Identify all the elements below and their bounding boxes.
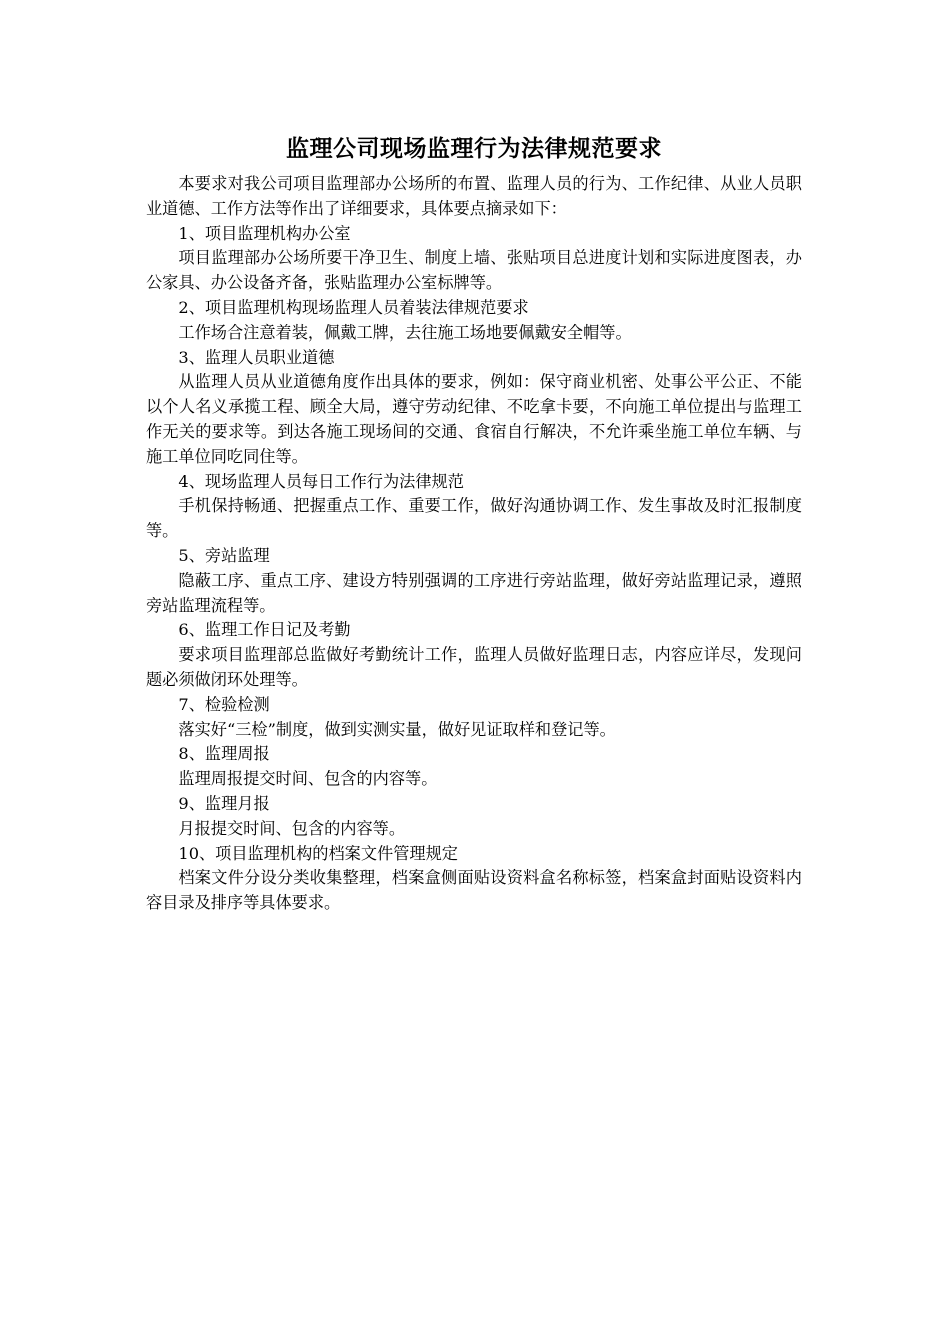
section-body-8: 监理周报提交时间、包含的内容等。 (178, 769, 438, 789)
section-body-10: 档案文件分设分类收集整理，档案盒侧面贴设资料盒名称标签，档案盒封面贴设资料内容目录及排序等具体要求。 (146, 868, 802, 913)
section-body-9: 月报提交时间、包含的内容等。 (178, 818, 406, 838)
section-heading-1: 1、项目监理机构办公室 (178, 223, 351, 243)
section-body-1: 项目监理部办公场所要干净卫生、制度上墙、张贴项目总进度计划和实际进度图表，办公家具、办公设备齐备，张贴监理办公室标牌等。 (146, 248, 802, 293)
section-heading-6: 6、监理工作日记及考勤 (178, 620, 351, 640)
section-heading-5: 5、旁站监理 (178, 545, 270, 565)
section-body-2: 工作场合注意着装，佩戴工牌，去往施工场地要佩戴安全帽等。 (178, 322, 632, 342)
section-body-5: 隐蔽工序、重点工序、建设方特别强调的工序进行旁站监理，做好旁站监理记录，遵照旁站监理流程等。 (146, 570, 802, 615)
section-body-7: 落实好“三检”制度，做到实测实量，做好见证取样和登记等。 (178, 719, 616, 739)
document-title: 监理公司现场监理行为法律规范要求 (286, 135, 662, 162)
section-heading-4: 4、现场监理人员每日工作行为法律规范 (178, 471, 464, 491)
section-body-3: 从监理人员从业道德角度作出具体的要求，例如：保守商业机密、处事公平公正、不能以个人名义承揽工程、顾全大局，遵守劳动纪律、不吃拿卡要，不向施工单位提出与监理工作无关的要求等。到达各施工现场间的交通、食宿自行解决，不允许乘坐施工单位车辆、与施工单位同吃同住等。 (146, 372, 802, 466)
section-heading-3: 3、监理人员职业道德 (178, 347, 335, 367)
section-heading-9: 9、监理月报 (178, 793, 270, 813)
section-body-4: 手机保持畅通、把握重点工作、重要工作，做好沟通协调工作、发生事故及时汇报制度等。 (146, 496, 802, 541)
section-heading-2: 2、项目监理机构现场监理人员着装法律规范要求 (178, 297, 529, 317)
section-heading-10: 10、项目监理机构的档案文件管理规定 (178, 843, 458, 863)
section-heading-7: 7、检验检测 (178, 694, 270, 714)
section-heading-8: 8、监理周报 (178, 744, 270, 764)
section-body-6: 要求项目监理部总监做好考勤统计工作，监理人员做好监理日志，内容应详尽，发现问题必须做闭环处理等。 (146, 645, 802, 689)
intro-paragraph: 本要求对我公司项目监理部办公场所的布置、监理人员的行为、工作纪律、从业人员职业道德、工作方法等作出了详细要求，具体要点摘录如下： (146, 174, 802, 218)
document-page (146, 132, 802, 916)
